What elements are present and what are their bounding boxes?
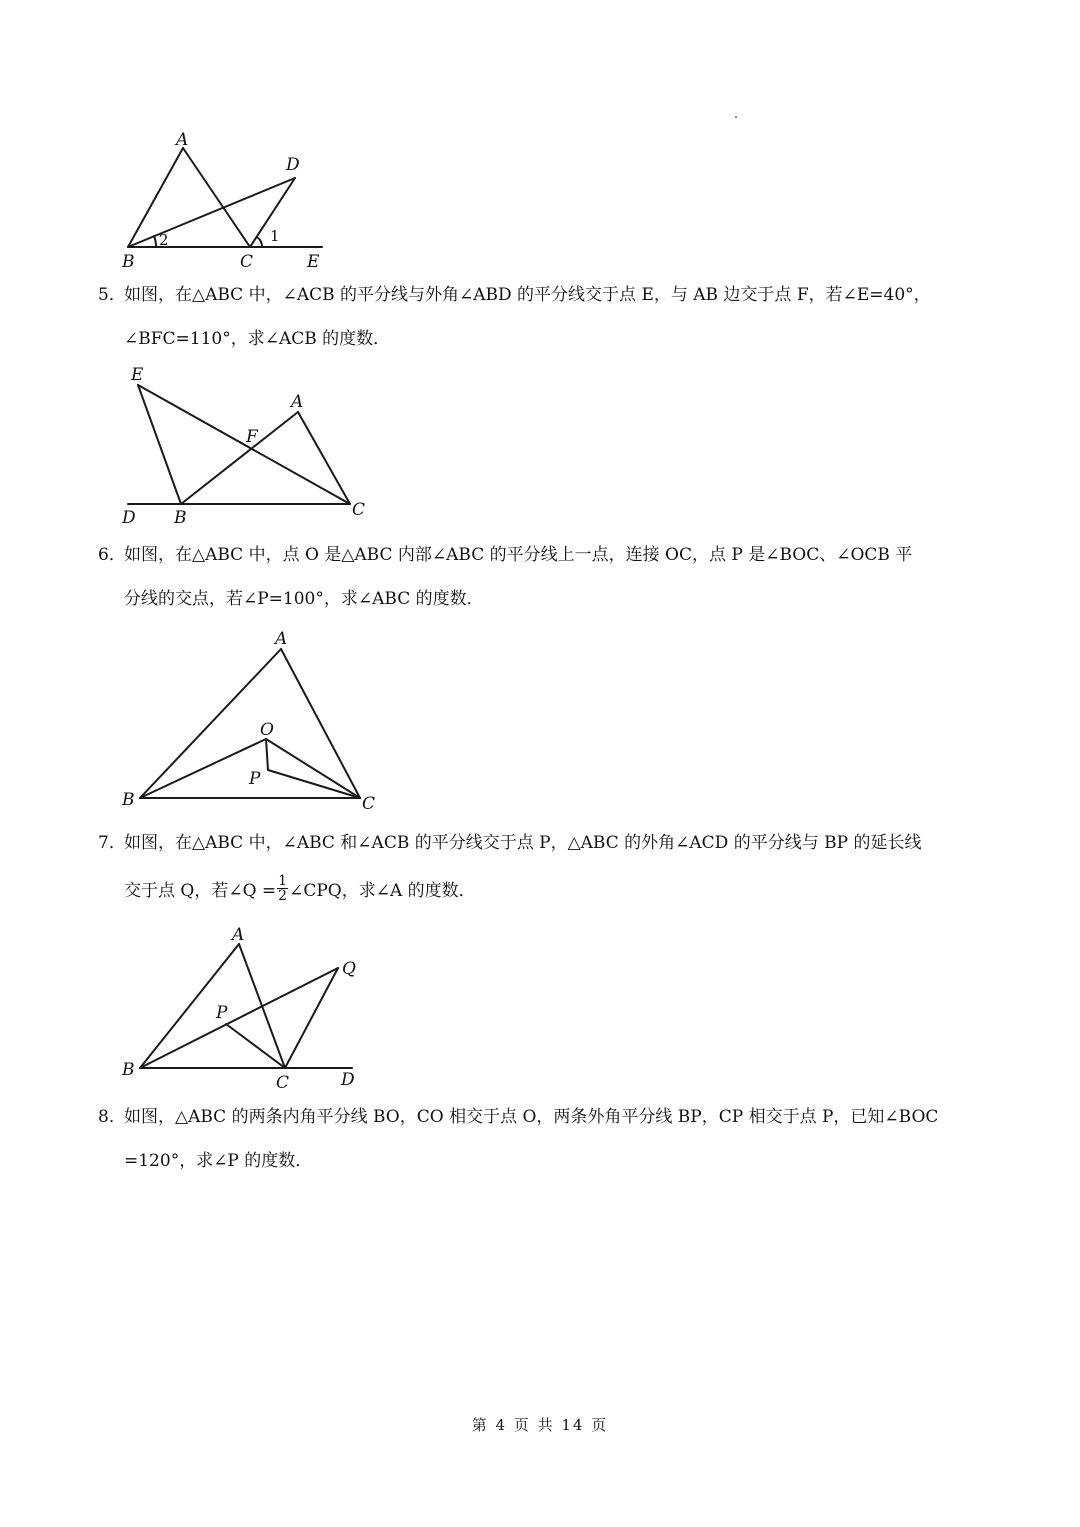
angle-1-arc (257, 237, 262, 247)
problem-text-line-2 (124, 873, 476, 906)
stray-dot (735, 116, 737, 118)
figure-7 (118, 922, 368, 1092)
label-a: A (232, 925, 245, 945)
label-f: F (246, 427, 258, 447)
page-footer: 第 4 页 共 14 页 (471, 1416, 609, 1434)
line-2-prefix: 交于点 Q，若∠Q = (124, 881, 277, 901)
label-b: B (122, 1060, 135, 1080)
segment-ac (281, 649, 360, 798)
segment-bo (140, 739, 266, 798)
problem-text-line-2: 分线的交点，若∠P=100°，求∠ABC 的度数． (124, 589, 484, 609)
label-b: B (174, 508, 187, 528)
label-angle-2: 2 (159, 231, 169, 249)
label-d: D (286, 155, 300, 175)
label-e: E (131, 365, 144, 385)
label-c: C (240, 252, 254, 272)
problem-text-line-1: 如图，在△ABC 中，点 O 是△ABC 内部∠ABC 的平分线上一点，连接 OC，点 P 是∠BOC、∠OCB 平 (124, 545, 913, 565)
segment-op (266, 739, 268, 770)
label-d: D (122, 508, 136, 528)
segment-ab (128, 148, 183, 247)
fraction-numerator: 1 (278, 873, 288, 889)
label-a: A (275, 629, 288, 649)
label-b: B (122, 790, 135, 810)
label-e: E (307, 252, 320, 272)
segment-pc (268, 770, 360, 798)
label-p: P (216, 1003, 228, 1023)
segment-cq (285, 968, 338, 1068)
problem-number: 6． (98, 545, 126, 565)
label-o: O (260, 720, 274, 740)
angle-2-arc (154, 236, 156, 247)
segment-bq (140, 968, 338, 1068)
problem-text-line-2: ∠BFC=110°，求∠ACB 的度数． (124, 329, 391, 349)
problem-number: 8． (98, 1107, 126, 1127)
figure-6 (118, 625, 388, 815)
label-c: C (276, 1073, 290, 1093)
segment-ba (181, 412, 298, 504)
problem-text-line-2: =120°，求∠P 的度数． (124, 1151, 313, 1171)
label-c: C (362, 794, 376, 814)
segment-eb (138, 385, 181, 504)
segment-ac (183, 148, 250, 247)
problem-text-line-1: 如图，在△ABC 中，∠ABC 和∠ACB 的平分线交于点 P，△ABC 的外角∠ACD 的平分线与 BP 的延长线 (124, 833, 922, 853)
line-2-suffix: ∠CPQ，求∠A 的度数． (289, 881, 476, 901)
label-q: Q (342, 959, 356, 979)
figure-4 (110, 125, 340, 275)
label-a: A (291, 392, 304, 412)
problem-number: 7． (98, 833, 126, 853)
problem-text-line-1: 如图，△ABC 的两条内角平分线 BO，CO 相交于点 O，两条外角平分线 BP，CP 相交于点 P，已知∠BOC (124, 1107, 939, 1127)
problem-number: 5． (98, 285, 126, 305)
label-p: P (249, 769, 261, 789)
label-b: B (122, 252, 135, 272)
segment-ec (138, 385, 350, 504)
segment-oc (266, 739, 360, 798)
problem-text-line-1: 如图，在△ABC 中，∠ACB 的平分线与外角∠ABD 的平分线交于点 E，与 AB 边交于点 F，若∠E=40°， (124, 285, 931, 305)
fraction-one-half (277, 874, 288, 903)
label-a: A (176, 130, 189, 150)
figure-5 (118, 365, 378, 530)
label-c: C (352, 500, 366, 520)
fraction-denominator: 2 (278, 888, 288, 904)
label-angle-1: 1 (270, 227, 280, 245)
label-d: D (341, 1070, 355, 1090)
